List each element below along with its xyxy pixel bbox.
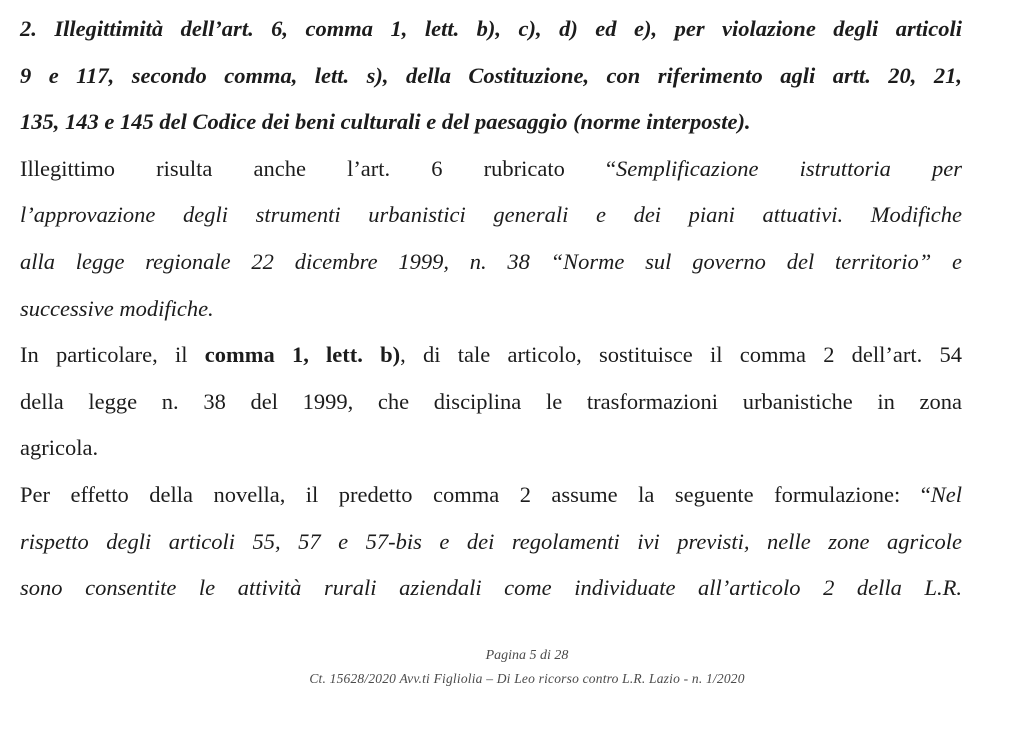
paragraph-2 xyxy=(20,332,962,472)
paragraph-3-line-1-text: Per effetto della novella, il predetto comma 2 assume la seguente formulazione: “ xyxy=(20,481,931,507)
paragraph-2-line-3: agricola. xyxy=(20,435,99,461)
document-page xyxy=(20,6,962,612)
paragraph-1-line-1-italic: Semplificazione istruttoria per xyxy=(616,155,962,181)
paragraph-1-line-2: l’approvazione degli strumenti urbanistici generali e dei piani attuativi. Modifiche xyxy=(20,202,962,228)
footer-page-number: Pagina 5 di 28 xyxy=(485,648,569,663)
paragraph-2-line-1-before: In particolare, il xyxy=(20,342,205,368)
paragraph-2-line-2: della legge n. 38 del 1999, che disciplina le trasformazioni urbanistiche in zona xyxy=(20,388,962,414)
paragraph-1-line-3: alla legge regionale 22 dicembre 1999, n. 38 “Norme sul governo del territorio” e xyxy=(20,248,962,274)
paragraph-3-line-1 xyxy=(20,472,962,519)
section-2-heading-line-1: 2. Illegittimità dell’art. 6, comma 1, lett. b), c), d) ed e), per violazione degli articoli xyxy=(20,16,962,41)
section-2-heading xyxy=(20,6,962,146)
paragraph-1-line-1 xyxy=(20,146,962,193)
section-2-heading-line-2: 9 e 117, secondo comma, lett. s), della Costituzione, con riferimento agli artt. 20, 21, xyxy=(20,62,962,88)
paragraph-1 xyxy=(20,146,962,332)
paragraph-2-line-1 xyxy=(20,332,962,379)
section-2-heading-line-3: 135, 143 e 145 del Codice dei beni culturali e del paesaggio (norme interposte). xyxy=(20,109,751,135)
paragraph-1-line-1-text: Illegittimo risulta anche l’art. 6 rubricato “ xyxy=(20,155,616,181)
paragraph-1-line-4: successive modifiche. xyxy=(20,295,214,321)
paragraph-3-line-2: rispetto degli articoli 55, 57 e 57-bis e dei regolamenti ivi previsti, nelle zone agricole xyxy=(20,528,962,554)
paragraph-3 xyxy=(20,472,962,612)
footer-reference: Ct. 15628/2020 Avv.ti Figliolia – Di Leo ricorso contro L.R. Lazio - n. 1/2020 xyxy=(309,671,745,686)
paragraph-3-line-1-italic: Nel xyxy=(930,481,962,507)
paragraph-2-line-1-bold: comma 1, lett. b) xyxy=(204,342,401,368)
paragraph-3-line-3: sono consentite le attività rurali aziendali come individuate all’articolo 2 della L.R. xyxy=(20,575,962,601)
paragraph-2-line-1-after: , di tale articolo, sostituisce il comma 2 dell’art. 54 xyxy=(400,342,962,368)
